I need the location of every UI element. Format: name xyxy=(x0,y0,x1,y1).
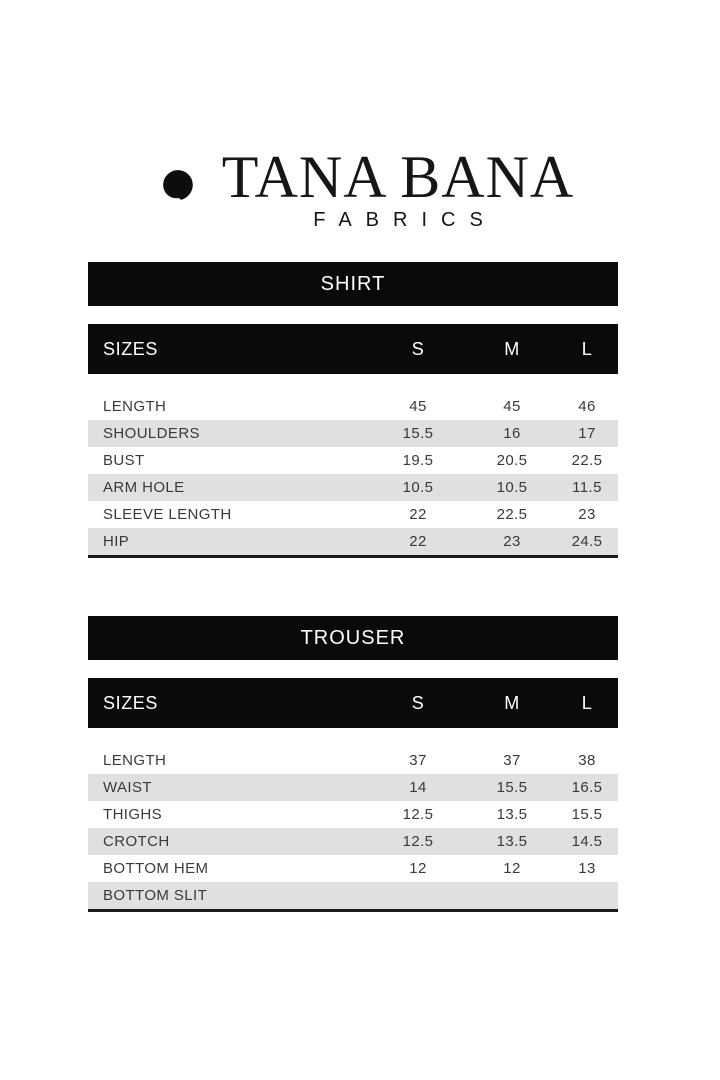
table-row xyxy=(88,747,618,774)
section-title-bar xyxy=(88,262,618,306)
table-row xyxy=(88,828,618,855)
size-chart-section xyxy=(88,616,618,912)
measurement-value: 19.5 xyxy=(402,452,434,469)
measurement-value: 15.5 xyxy=(571,806,603,823)
table-row xyxy=(88,447,618,474)
measurement-value: 22.5 xyxy=(496,506,528,523)
row-label: SLEEVE LENGTH xyxy=(103,506,232,523)
sizes-label: SIZES xyxy=(103,692,159,713)
measurement-value: 11.5 xyxy=(572,479,602,496)
measurement-value: 22.5 xyxy=(571,452,603,469)
measurement-value: 13.5 xyxy=(496,833,528,850)
size-column-header-s: S xyxy=(411,692,425,713)
row-label: BOTTOM HEM xyxy=(103,860,209,877)
row-label: HIP xyxy=(103,533,130,550)
table-row xyxy=(88,882,618,909)
measurement-rows xyxy=(88,747,618,912)
measurement-value: 12 xyxy=(409,860,427,877)
row-label: ARM HOLE xyxy=(103,479,185,496)
measurement-value: 38 xyxy=(578,752,596,769)
row-label: SHOULDERS xyxy=(103,425,200,442)
row-label: CROTCH xyxy=(103,833,170,850)
measurement-value: 20.5 xyxy=(496,452,528,469)
table-row xyxy=(88,420,618,447)
measurement-rows xyxy=(88,393,618,558)
sizes-header-bar xyxy=(88,678,618,728)
row-label: WAIST xyxy=(103,779,152,796)
measurement-value: 22 xyxy=(409,506,427,523)
size-chart-section xyxy=(88,262,618,558)
table-row xyxy=(88,801,618,828)
section-title: TROUSER xyxy=(300,626,406,649)
brand-text-block xyxy=(221,144,575,232)
size-column-header-l: L xyxy=(581,692,593,713)
section-title-bar xyxy=(88,616,618,660)
measurement-value: 10.5 xyxy=(402,479,434,496)
row-label: BOTTOM SLIT xyxy=(103,887,208,904)
size-column-header-m: M xyxy=(504,338,520,359)
measurement-value: 10.5 xyxy=(496,479,528,496)
table-row xyxy=(88,855,618,882)
brand-logo xyxy=(0,144,720,232)
table-row xyxy=(88,474,618,501)
measurement-value: 46 xyxy=(578,398,596,415)
spiral-icon xyxy=(146,153,208,215)
measurement-value: 13.5 xyxy=(496,806,528,823)
measurement-value: 23 xyxy=(503,533,521,550)
measurement-value: 12 xyxy=(503,860,521,877)
measurement-value: 13 xyxy=(578,860,596,877)
row-label: LENGTH xyxy=(103,398,167,415)
measurement-value: 16 xyxy=(503,425,521,442)
measurement-value: 45 xyxy=(409,398,427,415)
measurement-value: 23 xyxy=(578,506,596,523)
table-row xyxy=(88,528,618,555)
brand-subtitle: FABRICS xyxy=(313,209,497,231)
size-column-header-l: L xyxy=(581,338,593,359)
section-title: SHIRT xyxy=(320,272,386,295)
row-label: BUST xyxy=(103,452,145,469)
measurement-value: 37 xyxy=(503,752,521,769)
measurement-value: 15.5 xyxy=(402,425,434,442)
table-row xyxy=(88,393,618,420)
size-chart-sections xyxy=(0,262,720,912)
measurement-value: 15.5 xyxy=(496,779,528,796)
sizes-label: SIZES xyxy=(103,338,159,359)
measurement-value: 17 xyxy=(578,425,596,442)
measurement-value: 22 xyxy=(409,533,427,550)
measurement-value: 12.5 xyxy=(402,806,434,823)
size-column-header-m: M xyxy=(504,692,520,713)
measurement-value: 16.5 xyxy=(571,779,603,796)
brand-name: TANA BANA xyxy=(221,144,575,210)
measurement-value: 12.5 xyxy=(402,833,434,850)
sizes-header-bar xyxy=(88,324,618,374)
measurement-value: 24.5 xyxy=(571,533,603,550)
table-row xyxy=(88,774,618,801)
row-label: THIGHS xyxy=(103,806,163,823)
measurement-value: 45 xyxy=(503,398,521,415)
measurement-value: 14 xyxy=(409,779,427,796)
measurement-value: 37 xyxy=(409,752,427,769)
measurement-value: 14.5 xyxy=(571,833,603,850)
table-row xyxy=(88,501,618,528)
size-column-header-s: S xyxy=(411,338,425,359)
row-label: LENGTH xyxy=(103,752,167,769)
